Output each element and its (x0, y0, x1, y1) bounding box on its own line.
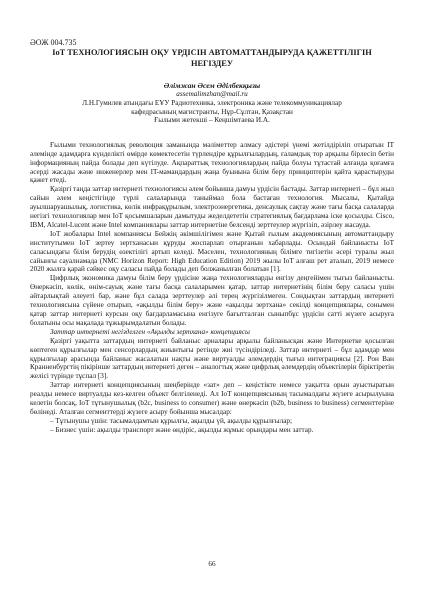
paper-title: IoT ТЕХНОЛОГИЯСЫН ОҚУ ҮРДІСІН АВТОМАТТАНДЫРУДА ҚАЖЕТТІЛІГІН НЕГІЗДЕУ (52, 48, 372, 68)
affiliation-line-1: Л.Н.Гумилев атындағы ЕҰУ Радиотехника, электроника және телекоммуникациялар (82, 99, 342, 107)
paragraph-2: Қазіргі таңда заттар интернеті технологиясы әлем бойынша дамуы үрдісін бастады. Заттар интернеті – бұл жыл сайын әлем кеңістігінде түрлі салаларында таныймал бола бастаған технология. Мысалы, Қытайда ауылшаруашылық, логистика, көлік инфрақұрылым, электроэнергетика, денсаулық сақтау және тағы басқа салаларда негізгі технологиялар мен IoT қосымшаларын дамытуды жеделдететін стратегиялық бағдарлама іске қосылды. Cisco, IBM, Alcatel-Lucent және Intel компаниялары заттар интернетіне белсенді зерттеулер жүргізіп, әзірлеу жасауда. (30, 185, 394, 229)
paragraph-1: Ғылыми технологиялық революция заманында мәліметтер алмасу әдістері үнемі жетілдіріліп отыратын IT әлемінде адамдарға күнделікті өмірде көмектесетін түрлендіре құрылғылардың, ғаламдық тор арқылы бірлесіп бетін інформацияның пайда болады деп күтілуде. Ақпараттық технологиялардың пайда болуы тұтастай алғанда қоғамға әсерді жасады және инженерлер мен IT-мамандардың жаңа буынына білім беру принциптерін қайта қарастыруды қажет етеді. (30, 140, 394, 185)
affiliation-line-2: кафедрасының магистранты, Нұр-Сұлтан, Қазақстан (131, 107, 293, 116)
author-name: Әлімжан Әсем Әділбекқызы (163, 81, 261, 90)
supervisor-line: Ғылыми жетекші – Кеңшімтаева И.А. (154, 116, 270, 125)
paragraph-4: Цифрлық экономика дамуы білім беру үрдісіне жаңа технологияларды енгізу деңгейімен тығыз байланысты. Өнеркәсіп, көлік, өнім-сауық және тағы басқа салаларымен қатар, заттар интернетінің білім беру саласы үшін айтарлықтай әлеуеті бар, және бұл салада зерттеулер әлі терең жүргізілмеген. Сондықтан заттардың интернеті технологиясына сүйене отырып, «ақылды білім беру» және «ақылды зертхана» секілді концепциялары, сонымен қатар заттар интернеті курсын оқу бағдарламасына енгізуге бағытталған сыныпбұс үрдісін сатті жүзеге асыруға болатыны осы мақалада тұжырымдалатын болады. (30, 274, 394, 327)
bullet-item-1: – Тұтынушы үшін: тасымалдамтын құрылғы, ақылды үй, ақылды құрылғылар; (50, 416, 292, 425)
page-number: 66 (208, 560, 216, 568)
paragraph-3: IoT жобалары Intel компаниясы Бейжің әкімшілігімен және Қытай ғылым академиясының автоматтандыру институтымен IoT зертеу зертханасын құруды жоспарлап отырғанын хабарлады. Осындай байланысты IoT саласындағы білім берудің өзектілігі артып келеді. Мәселен, технологияның білімге тигізетін әсері туралы жыл сайынғы сауалнамада (NMC Horizon Report: High Education Edition) 2019 жылы IoT алғаш рет аталып, 2019 немесе 2020 жылға қарай сәйкес оқу салаcы пайда болады деп болжанылған болатын [1]. (30, 229, 394, 274)
paragraph-6: Заттар интернеті концепциясының шеңберінде «зат» деп – кеңістікте немесе уақытта орын ауыстыратын реалды немесе виртуалды кез-келген объект белгіленеді. Ал IoT концепциясының тасымалдағы жүзеге асырылуына келетін болсақ, IoT тұтынушылық (b2c, business to consumer) және өнеркәсіп (b2b, business to business) сегменттеріне бөлінеді. Аталған сегменттерді жүзеге асыру бойынша мысалдар: (30, 381, 394, 416)
udc-code: ӘОЖ 004.735 (30, 38, 77, 47)
author-email[interactable]: assemalimzhan@mail.ru (176, 90, 248, 98)
bullet-item-2: – Бизнес үшін: ақылды транспорт және өндіріс, ақылды жұмыс орындары мен заттар. (50, 425, 314, 434)
paragraph-5: Қазіргі уақытта заттардың интернеті байланыс арналары арқылы байланысқан және Интернетке қосылған көптеген құрылғылар мен сенсорлардың жиынтығы ретінде жиі түсіндіріледі. Заттар интернеті – бұл адамдар мен құрылғылар арасында байланыс жасалатын нақты және виртуалды әлемдердің тығыз интеграциясы [2]. Рон Ван Кранненбургтің пікірінше заттардың интернеті деген – аналогтық және цифрлық әлемдердің объектілерін біріктіретін желісі түрінде тұспал [3]. (30, 336, 394, 381)
section-subheading: Заттар интернеті негізделген «Ақылды зертхана» концепциясы (50, 327, 250, 336)
paper-body (30, 141, 394, 435)
